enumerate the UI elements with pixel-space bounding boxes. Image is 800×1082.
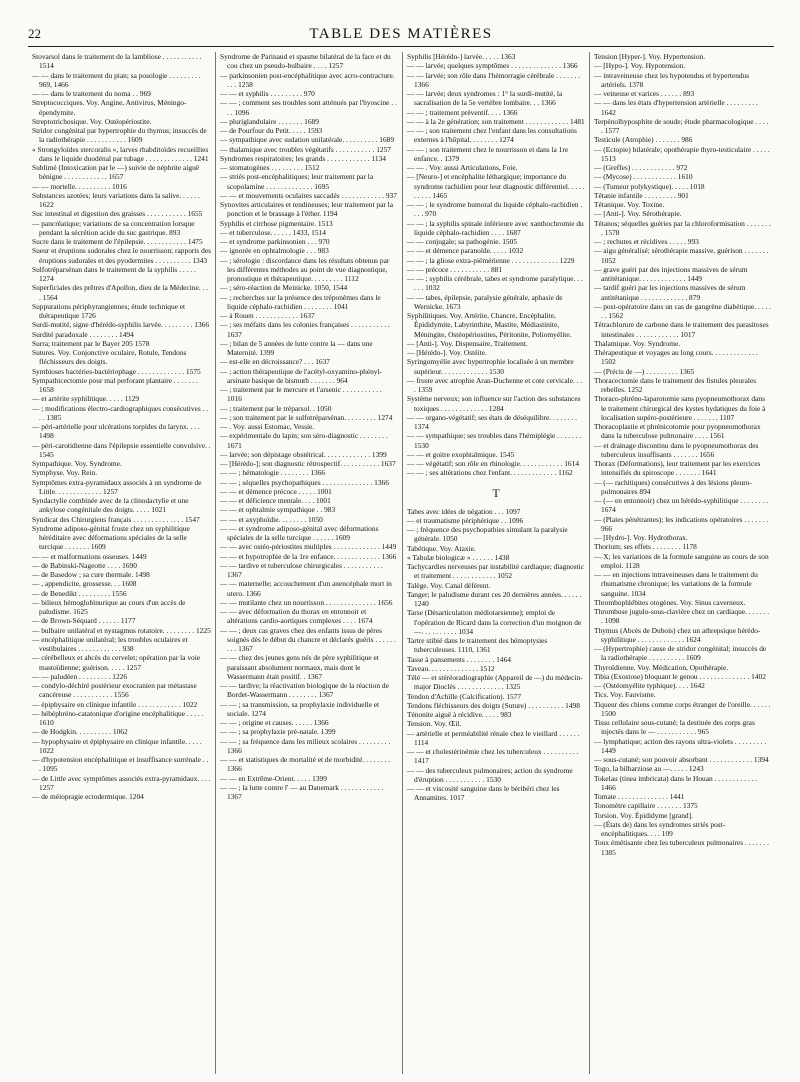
index-entry: — lymphatique; action des rayons ultra-violets . . . . . . . . . 1449: [594, 736, 767, 755]
index-entry: — [Hérédo-]. Voy. Ostéite.: [407, 348, 487, 357]
index-entry: — [Neuro-] et encéphalite léthargique; importance du syndrome rachidien pour leur diagnostic différentiel. . . . . . . . . . 1465: [407, 172, 585, 200]
index-entry: — épiphysaire en clinique infantile . . . . . . . . . . . . 1022: [32, 699, 198, 709]
index-column-2: [215, 52, 402, 1074]
index-entry: — (Tumeur polykystique). . . . . 1018: [594, 181, 705, 191]
index-entry: Sympathique. Voy. Syndrome.: [32, 459, 122, 468]
index-entry: Superficiales des prêtres d'Apollon, dieu de la Médecine. . . . 1564: [32, 283, 208, 302]
index-entry: — — dans le traitement du noma . . 969: [32, 89, 151, 98]
index-entry: — — ; sa transmission, sa prophylaxie individuelle et sociale. 1274: [220, 699, 380, 718]
index-entry: Thoracoplastie et phrénicotomie pour pyopneumothorax dans la tuberculose pulmonaire . . . . 1561: [594, 422, 761, 441]
index-entry: Thérapeutique et voyages au long cours. . . . . . . . . . . . . 1502: [594, 348, 758, 367]
index-entry: — de Brown-Séquard . . . . . . 1177: [32, 616, 136, 626]
index-entry: — fruste avec atrophie Aran-Duchenne et cote cervicale. . . . 1359: [407, 375, 583, 394]
index-entry: — ; modifications électro-cardiographiques consécutives . . . . 1385: [32, 403, 209, 422]
index-entry: Streptotrichosique. Voy. Ostéopériostite.: [32, 116, 152, 126]
index-entry: — d'hypotension encéphalitique et insuffisance surrénale . . . 1095: [32, 755, 209, 774]
index-entry: — ; traitement par le mercure et l'arsenic . . . . . . . . . . . 1016: [220, 385, 382, 404]
index-entry: Tonomètre capillaire . . . . . . . 1375: [594, 801, 698, 811]
index-entry: — — précoce . . . . . . . . . . . 881: [407, 264, 503, 274]
index-entry: Togo, la bilharziose au —. . . . . 1243: [594, 764, 704, 774]
index-entry: — (Mycose) . . . . . . . . . . . . 1610: [594, 172, 693, 182]
index-entry: — — ; origine et causes. . . . . . 1366: [220, 718, 329, 727]
index-entry: — — tabes, épilepsie, paralysie générale, aphasie de Wernicke. 1673: [407, 292, 563, 311]
index-entry: — [Hypo-]. Voy. Hypotension.: [594, 61, 686, 71]
index-entry: — — et hypotrophie de la 1re enfance. . . . . . . . . . . . . 1366: [220, 551, 397, 561]
index-entry: — — ; son traitement chez l'enfant dans les consultations externes à l'hôpital. . . . . . . . 1274: [407, 126, 577, 145]
index-entry: — ; recherches sur la présence des tréponèmes dans le liquide céphalo-rachidien . . . . . . . . 1041: [220, 292, 381, 311]
index-entry: — — et cholestérinémie chez les tuberculeux . . . . . . . . . . 1417: [407, 747, 579, 766]
index-columns: [28, 52, 776, 1074]
index-entry: — — conjugale; sa pathogénie. 1505: [407, 237, 518, 246]
index-entry: — est-elle en décroissance? . . . 1637: [220, 357, 330, 367]
index-entry: — — à la 2e génération; son traitement . . . . . . . . . . . . 1481: [407, 116, 585, 126]
index-entry: — — ; le syndrome humoral du liquide céphalo-rachidien . . . . 970: [407, 200, 583, 219]
index-entry: Thorax (Déformations), leur traitement par les exercices intensifiés du spiroscope . . . . . . . 1641: [594, 459, 761, 478]
index-entry: — ; action thérapeutique de l'acétyl-oxyamino-phényl-arsinate basique de bismuth . . . . . . . 964: [220, 366, 383, 385]
index-entry: Syringomyélie avec hypertrophie localisée à un membre supérieur. . . . . . . . . . . . . 1530: [407, 357, 574, 376]
section-letter-heading: T: [492, 485, 500, 500]
index-entry: Suc intestinal et digestion des graisses . . . . . . . . . . . 1655: [32, 209, 203, 219]
index-entry: — ; rechutes et récidives . . . . . 993: [594, 237, 699, 246]
index-entry: — — et syndrome adiposo-génital avec déformations spéciales de la selle turcique . . . . . . 1609: [220, 523, 379, 542]
index-entry: Tension. Voy. Œil.: [407, 719, 462, 729]
index-column-3: [402, 52, 589, 1074]
index-entry: Tétanique. Voy. Toxine.: [594, 200, 665, 209]
index-entry: — de Basedow ; sa cure thermale. 1498: [32, 570, 150, 579]
index-entry: Syphilis [Hérédo-] larvée. . . . . 1363: [407, 52, 516, 61]
index-entry: — — et malformations osseuses. 1449: [32, 551, 147, 561]
index-entry: — — et déficience mentale. . . . 1001: [220, 496, 331, 505]
index-entry: Tasse à pansements . . . . . . . . 1464: [407, 654, 511, 664]
index-entry: — — ; son traitement chez le nourrisson et dans la 1re enfance. . 1379: [407, 144, 569, 163]
index-entry: — condylo-déchiré postérieur exocranien par métastase cancéreuse . . . . . . . . . . . 1556: [32, 681, 197, 700]
index-entry: Sucre dans le traitement de l'épilepsie. . . . . . . . . . . . 1475: [32, 237, 203, 246]
index-entry: — , appendicite, grossesse. . . 1608: [32, 579, 137, 589]
index-entry: Tétrachlorure de carbone dans le traitement des parasitoses intestinales . . . . . . . . . . . . 1017: [594, 320, 769, 339]
index-entry: — aigu généralisé; sérothérapie massive, guérison . . . . . . . 1052: [594, 246, 769, 265]
index-entry: — (Greffes) . . . . . . . . . . . . 972: [594, 163, 688, 172]
header-divider: [28, 46, 774, 47]
index-entry: Tabes avec idées de négation . . . 1097: [407, 506, 521, 516]
index-entry: — — ; traitement préventif. . . . 1366: [407, 107, 518, 117]
index-entry: Synovites articulaires et tendineuses; leur traitement par la ponction et le brassage à l'éther. 1194: [220, 200, 394, 219]
page-title: TABLE DES MATIÈRES: [309, 26, 493, 42]
index-entry: — — tardive et tuberculose chirurgicales . . . . . . . . . . . 1367: [220, 560, 383, 579]
index-entry: — pluriglandulaire . . . . . . . 1689: [220, 116, 319, 126]
index-entry: Tomate . . . . . . . . . . . . . . 1441: [594, 792, 685, 801]
index-entry: — [Hérédo-]; son diagnostic rétrospectif. . . . . . . . . . . 1637: [220, 459, 396, 468]
index-entry: Tachycardies nerveuses par instabilité cardiaque; diagnostic et traitement . . . . . . . . . . . . 1052: [407, 562, 584, 581]
index-entry: — larvée; son dépistage obstétrical. . . . . . . . . . . . . 1399: [220, 449, 387, 459]
index-entry: — striés post-encéphalitiques; leur traitement par la scopolamine . . . . . . . . . . . . . 1695: [220, 172, 374, 191]
index-entry: — — et démence précoce . . . . . 1001: [220, 486, 332, 496]
index-entry: Sublimé (Intoxication par le —) suivie de néphrite aiguë bénigne . . . . . . . . . . . . 1657: [32, 163, 200, 182]
index-entry: — (Ostéomyélite typhique). . . . 1642: [594, 681, 705, 690]
index-entry: « Strongyloïdes stercoralis », larves rhabditoïdes recueillies dans le liquide duodénal par tubage . . . . . . . . . . . . . 1241: [32, 144, 209, 163]
index-entry: — . Voy. aussi Estomac, Vessie.: [220, 422, 315, 431]
index-entry: — intraveineuse chez les hypotendus et hypertendus artériels. 1378: [594, 70, 750, 89]
index-entry: — ; fréquence des psychopathies simulant la paralysie générale. 1050: [407, 525, 568, 544]
index-entry: Surra; traitement par le Bayer 205 1578: [32, 338, 150, 348]
index-entry: Tartre stibié dans le traitement des hémoptysies tuberculeuses. 1110, 1361: [407, 636, 548, 655]
index-entry: — sous-cutané; son pouvoir absorbant . . . . . . . . . . . . 1394: [594, 755, 769, 764]
index-entry: — — ; la lutte contre l' — au Danemark . . . . . . . . . . . . 1367: [220, 782, 384, 801]
index-entry: Tétanie infantile . . . . . . . . . 901: [594, 190, 689, 200]
index-entry: — — des tuberculeux pulmonaires; action du syndrome d'éruption . . . . . . . . . . . 1530: [407, 765, 573, 784]
index-entry: — de Pourfour du Petit. . . . . 1593: [220, 126, 323, 135]
index-entry: — — larvée; quelques symptômes . . . . . . . . . . . . . . 1366: [407, 61, 578, 71]
index-entry: Symphyse. Voy. Rein.: [32, 468, 98, 478]
index-entry: — — mortelle. . . . . . . . . . 1016: [32, 181, 127, 191]
index-entry: — — tardive; la réactivation biologique de la réaction de Bordet-Wassermann . . . . . . . . 1367: [220, 681, 389, 700]
index-entry: — (Précis de —) . . . . . . . . . 1365: [594, 366, 695, 376]
index-entry: Thorium; ses effets . . . . . . . . 1178: [594, 542, 697, 552]
index-entry: — [Anti-]. Voy. Sérothérapie.: [594, 209, 682, 219]
index-column-1: [28, 52, 215, 1074]
index-entry: Système nerveux; son influence sur l'action des substances toxiques . . . . . . . . . . . . . 1284: [407, 394, 581, 413]
index-column-4: [589, 52, 776, 1074]
index-entry: Syndrome adiposo-génital fruste chez un syphilitique héréditaire avec déformations spéciales de la selle turcique . . . . . . . 1609: [32, 523, 190, 552]
index-entry: — — ; la gliose extra-piémérienne . . . . . . . . . . . . . 1229: [407, 255, 575, 265]
index-entry: Terpénolhyposphite de soude; étude pharmacologique . . . . . 1577: [594, 116, 769, 135]
index-entry: Torsion. Voy. Épididyme [grand].: [594, 810, 693, 820]
index-entry: Syphilitiques. Voy. Artérite, Chancre, Encéphalite, Épididymite, Labyrinthite, Mastite, Médiastinite, Méningite, Ostéopériostites, Péritonite, Poliomyélite.: [407, 311, 572, 339]
index-entry: — — larvée; son rôle dans l'hémorragie cérébrale . . . . . . . 1366: [407, 70, 581, 89]
index-entry: — de Babinski-Nageotte . . . . 1690: [32, 560, 137, 570]
index-entry: Tendons fléchisseurs des doigts (Suture) . . . . . . . . . . 1498: [407, 700, 580, 710]
index-entry: — de méiopragie ectodermique. 1204: [32, 792, 144, 801]
index-entry: — — ; séquelles psychopathiques . . . . . . . . . . . . . . 1366: [220, 477, 389, 487]
index-entry: Toux émétisante chez les tuberculeux pulmonaires . . . . . . . 1385: [594, 838, 769, 857]
index-entry: — — ; comment ses troubles sont atténués par l'hyoscine . . . . 1096: [220, 98, 397, 117]
index-entry: — — avec ostéo-périostites multiples . . . . . . . . . . . . . 1449: [220, 542, 397, 552]
index-entry: Streptococciques. Voy. Angine, Antivirus, Méningo-épendymite.: [32, 98, 187, 117]
index-entry: — post-opératoire dans un cas de gangrène diabétique. . . . . . . 1562: [594, 301, 771, 320]
index-entry: — ; sérologie : discordance dans les résultats obtenus par les différentes méthodes au point de vue diagnostique, pronostique et thérapeutique. . . . . . . . . 1112: [220, 255, 390, 283]
index-entry: Thoraco-phréno-laparotomie sans pyopneumothorax dans le traitement chirurgical des kystes hydatiques du foie à localisation supéro-postérieure . . . . . . . 1107: [594, 394, 766, 422]
index-entry: — (— en entonnoir) chez un hérédo-syphilitique . . . . . . . . 1674: [594, 496, 769, 515]
index-entry: — — sympathique; ses troubles dans l'hémiplégie . . . . . . . 1530: [407, 431, 582, 450]
index-entry: — — maternelle; accouchement d'un anencéphale mort in utero. 1366: [220, 579, 392, 598]
index-entry: Symbioses bactéries-bactériophage . . . . . . . . . . . . . 1575: [32, 366, 201, 376]
index-entry: — et tuberculose. . . . . . 1433, 1514: [220, 227, 326, 237]
index-entry: Taveau. . . . . . . . . . . . . . 1512: [407, 663, 495, 673]
index-entry: — X; les variations de la formule sanguine au cours de son emploi. 1128: [594, 551, 769, 570]
index-entry: Surdi-mutité, signe d'hérédo-syphilis larvée. . . . . . . . . 1366: [32, 320, 210, 330]
index-entry: Télé — et stéréoradiographie (Appareil de —) du médecin-major Dioclès . . . . . . . . . . . . . 1325: [407, 673, 583, 692]
index-entry: — tardif guéri par les injections massives de sérum antitétanique . . . . . . . . . . . . . 879: [594, 283, 746, 302]
index-entry: Sympathicectomie pour mal perforant plantaire . . . . . . . 1658: [32, 375, 198, 394]
index-entry: — — paludéen . . . . . . . . . 1226: [32, 671, 128, 681]
index-entry: Tibia (Exostose) bloquant le genou . . . . . . . . . . . . . . 1402: [594, 671, 766, 681]
index-entry: — à Rouen . . . . . . . . . . . . 1637: [220, 311, 315, 320]
index-entry: — et syndrome parkinsonien . . . 970: [220, 237, 330, 246]
index-entry: Tétanos; séquelles guéries par la chloroformisation . . . . . . . . 1578: [594, 218, 771, 237]
index-entry: — ; son traitement par le sulfotréparsénan. . . . . . . . . 1274: [220, 412, 393, 422]
index-entry: Tissu cellulaire sous-cutané; la destinée des corps gras injectés dans le — . . . . . . . . . . . 965: [594, 718, 755, 737]
index-entry: — expérimentale du lapin; son séro-diagnostic . . . . . . . . 1671: [220, 431, 388, 450]
index-entry: — et artérite syphilitique. . . . . 1129: [32, 394, 140, 404]
index-entry: — — végétatif; son rôle en rhinologie. . . . . . . . . . . . 1614: [407, 459, 580, 468]
index-entry: Tiqueur des chiens comme corps étranger de l'oreille. . . . . . 1500: [594, 699, 771, 718]
index-entry: Sulfotréparsénan dans le traitement de la syphilis . . . . . 1274: [32, 264, 196, 283]
index-entry: — — chez des jeunes gens nés de père syphilitique et paraissant absolument normaux, mais dont le Wassermann était positif. . 1367: [220, 653, 379, 681]
index-entry: Thrombophlébites otogènes. Voy. Sinus caverneux.: [594, 597, 746, 607]
index-entry: Tendon d'Achille (Calcification). 1577: [407, 691, 522, 701]
index-entry: — parkinsonien post-encéphalitique avec acro-contracture. . . . 1258: [220, 70, 395, 89]
index-entry: « Tabulæ biologicæ » . . . . . . 1438: [407, 552, 510, 562]
index-entry: — ; séro-réaction de Meinicke. 1050, 1544: [220, 283, 348, 293]
index-entry: — hébéphréno-catatonique d'origine encéphalitique . . . . . 1610: [32, 708, 204, 727]
index-entry: Thrombose jugulo-sous-clavière chez un cardiaque. . . . . . . . 1098: [594, 607, 770, 626]
index-entry: — — ; la syphilis spinale inférieure avec xanthochromie du liquide céphalo-rachidien . . . . 1687: [407, 218, 584, 237]
index-entry: — de Hodgkin. . . . . . . . . . 1062: [32, 727, 128, 737]
index-entry: — — et axyphoïdie. . . . . . . . 1050: [220, 514, 323, 524]
index-entry: Stovarsol dans le traitement de la lambliose . . . . . . . . . . . 1514: [32, 52, 202, 71]
index-entry: Tension [Hyper-]. Voy. Hypertension.: [594, 52, 706, 61]
index-entry: — et drainage discontinu dans le pyopneumothorax des tuberculeux insuffisants . . . . . . . 1656: [594, 440, 759, 459]
index-entry: — stomatogènes . . . . . . . . . 1512: [220, 163, 320, 172]
index-entry: — et traumatisme périphérique . . 1096: [407, 515, 524, 525]
index-entry: Syndactylie combinée avec de la clinodactylie et une ankylose congénitale des doigts. . . . . 1021: [32, 496, 189, 515]
index-entry: Tabétique. Voy. Ataxie.: [407, 543, 476, 553]
index-entry: — — et syphilis . . . . . . . . . 970: [220, 89, 315, 98]
index-entry: Suppurations périphyrangiennes; étude technique et thérapeutique 1726: [32, 301, 186, 320]
index-entry: Tics. Voy. Fauvisme.: [594, 690, 656, 700]
index-entry: — — ; syphilis cérébrale, tabes et syndrome paralytique. . . . . . 1032: [407, 274, 583, 293]
index-entry: — (— rachitiques) consécutives à des lésions pleuro-pulmonaires 894: [594, 477, 752, 496]
index-entry: Thymus (Abcès de Dubois) chez un athrepsique hérédo-syphilitique . . . . . . . . . . . . . 1624: [594, 625, 761, 644]
index-entry: Testicule (Atrophie) . . . . . . . 986: [594, 135, 693, 145]
index-entry: Stridor congénital par hypertrophie du thymus; insuccès de la radiothérapie . . . . . . . . . . . 1609: [32, 126, 207, 145]
index-entry: Ténonite aiguë à récidive. . . . . 983: [407, 710, 512, 719]
index-entry: Talège. Voy. Canal déférent.: [407, 580, 491, 590]
index-entry: — — en Extrême-Orient. . . . . 1399: [220, 773, 327, 783]
index-entry: — péri-artérielle pour ulcérations torpides du larynx. . . . 1498: [32, 422, 200, 441]
page-number: 22: [28, 26, 41, 41]
index-entry: Thalamique. Voy. Syndrome.: [594, 338, 681, 348]
index-entry: — — et statistiques de mortalité et de morbidité. . . . . . . . 1366: [220, 755, 391, 774]
index-entry: — — et viscosité sanguine dans le béribéri chez les Annamites. 1017: [407, 784, 560, 803]
index-entry: — — mutilante chez un nourrisson . . . . . . . . . . . . . . 1656: [220, 597, 393, 607]
index-entry: — thalamique avec troubles végétatifs . . . . . . . . . . . 1257: [220, 144, 391, 154]
index-entry: — de Little avec symptômes associés extra-pyramidaux. . . . 1257: [32, 773, 211, 792]
index-entry: — — ; sa fréquence dans les milieux scolaires . . . . . . . . . 1366: [220, 736, 391, 755]
index-entry: — — et mouvements oculaires saccadés . . . . . . . . . . . . 937: [220, 190, 397, 200]
index-entry: — ; bilan de 5 années de lutte contre la — dans une Maternité. 1399: [220, 338, 373, 357]
index-entry: Tanger; le paludisme durant ces 20 dernières années. . . . . . 1240: [407, 589, 582, 608]
index-entry: — [Hydro-]. Voy. Hydrothorax.: [594, 533, 688, 542]
index-entry: — (États de) dans les syndromes striés post-encéphalitiques. . . . 109: [594, 819, 726, 838]
index-entry: Symptômes extra-pyramidaux associés à un syndrome de Little. . . . . . . . . . . . . 1257: [32, 477, 202, 496]
index-entry: Sueur et éruptions sudorales chez le nourrisson; rapports des éruptions sudorales et des pyodermites . . . . . . . . . . 1343: [32, 246, 211, 265]
index-entry: Tarse (Désarticulation médiotarsienne); emploi de l'opération de Ricard dans la correction d'un moignon de —. . . . . . . . . . 1034: [407, 608, 582, 636]
index-entry: — ; traitement par le tréparsol. . 1050: [220, 403, 332, 413]
index-entry: — — organo-végétatif; ses états de déséquilibre. . . . . . . . 1374: [407, 412, 578, 431]
index-entry: — bilieux hémoglobinurique au cours d'un accès de paludisme. 1625: [32, 597, 186, 616]
index-entry: — (Ectopie) bilatérale; opothérapie thyro-testiculaire . . . . . 1513: [594, 144, 770, 163]
index-entry: Syndrome de Parinaud et spasme bilatéral de la face et du cou chez un pseudo-bulbaire . . . . 1257: [220, 52, 391, 71]
index-entry: — bulbaire unilatéral et nystagmus rotatoire. . . . . . . . . 1225: [32, 625, 211, 635]
index-entry: Thoracectomie dans le traitement des fistules pleurales rebelles. 1252: [594, 375, 757, 394]
index-entry: Substances azotées; leurs variations dans la salive. . . . . . 1622: [32, 190, 200, 209]
index-entry: — (Hypertrophie) cause de stridor congénital; insuccès de la radiothérapie . . . . . . . . . . 1609: [594, 644, 767, 663]
index-entry: — veineuse et varices . . . . . . 893: [594, 89, 695, 98]
index-entry: — — et goitre exophtalmique. 1545: [407, 449, 515, 459]
index-entry: — — et démence paranoïde. . . . . 1032: [407, 246, 524, 256]
index-entry: — — ; sa prophylaxie pré-natale. 1399: [220, 727, 336, 737]
index-entry: — — avec déformation du thorax en entonnoir et altérations cardio-aortiques complexes . . . . 1674: [220, 607, 373, 626]
index-entry: — ; ses méfaits dans les colonies françaises . . . . . . . . . . . 1637: [220, 320, 390, 339]
index-entry: — — ; ses altérations chez l'enfant. . . . . . . . . . . . . 1162: [407, 468, 573, 478]
index-entry: — — ; hématologie . . . . . . . . 1366: [220, 468, 326, 478]
index-entry: — — et ophtalmie sympathique . . 983: [220, 505, 336, 515]
index-entry: — (Plaies pénétrantes); les indications opératoires . . . . . . . 966: [594, 514, 769, 533]
index-entry: — — ; deux cas graves chez des enfants issus de pères soignés dès le début du chancre et déclarés guéris . . . . . . . . . 1367: [220, 625, 396, 653]
index-entry: — cérébelleux et abcès du cervelet; opération par la voie mastoïdienne; guérison. . . . . 1257: [32, 653, 201, 672]
index-entry: Syphilis et cirrhose pigmentaire. 1513: [220, 218, 333, 228]
index-entry: — — larvée; deux syndromes : 1° la surdi-mutité, la sacralisation de la 5e vertèbre lombaire. . . 1366: [407, 89, 563, 108]
index-entry: — — dans le traitement du pian; sa posologie . . . . . . . . . 969, 1466: [32, 70, 201, 89]
index-entry: — de Benedikt . . . . . . . . . 1556: [32, 588, 127, 598]
index-entry: Thyroïdienne. Voy. Médication, Opothérapie.: [594, 662, 729, 672]
index-entry: — sympathique avec sudation unilatérale. . . . . . . . . . 1689: [220, 135, 395, 145]
index-entry: — [Anti-]. Voy. Dispensaire, Traitement.: [407, 338, 528, 348]
index-entry: — — en injections intraveineuses dans le traitement du rhumatisme chronique; les variations de la formule sanguine. 1034: [594, 570, 758, 598]
index-entry: — artérielle et perméabilité rénale chez le vieillard . . . . . . 1114: [407, 728, 580, 747]
index-entry: Surdité paradoxale . . . . . . . . 1494: [32, 329, 134, 339]
index-entry: Sutures. Voy. Conjonctive oculaire, Rotule, Tendons fléchisseurs des doigts.: [32, 348, 187, 367]
index-entry: Tokelau (tinea imbricata) dans le Houan . . . . . . . . . . . . 1466: [594, 773, 758, 792]
index-entry: Syndicat des Chirurgiens français . . . . . . . . . . . . . . 1547: [32, 514, 200, 524]
index-entry: — hypophysaire et épiphysaire en clinique infantile. . . . . 1022: [32, 736, 202, 755]
index-entry: — pancréatique; variations de sa concentration lorsque pendant la sécrétion acide du suc gastrique. 893: [32, 218, 195, 237]
index-entry: — grave guéri par des injections massives de sérum antitétanique. . . . . . . . . . . . . 1449: [594, 264, 748, 283]
index-entry: — — . Voy. aussi Articulations, Foie.: [407, 163, 518, 172]
index-entry: — encéphalitique unilatéral; les troubles oculaires et vestibulaires . . . . . . . . . . . . 938: [32, 634, 188, 653]
index-entry: — ignorée en ophtalmologie . . . 983: [220, 246, 329, 256]
index-entry: Syndromes respiratoires; les grands . . . . . . . . . . . . 1134: [220, 153, 386, 163]
page-header: [28, 26, 774, 48]
index-entry: — péri-carotidienne dans l'épilepsie essentielle convulsive. . 1545: [32, 440, 211, 459]
index-entry: — — dans les états d'hypertension artérielle . . . . . . . . . 1642: [594, 98, 758, 117]
